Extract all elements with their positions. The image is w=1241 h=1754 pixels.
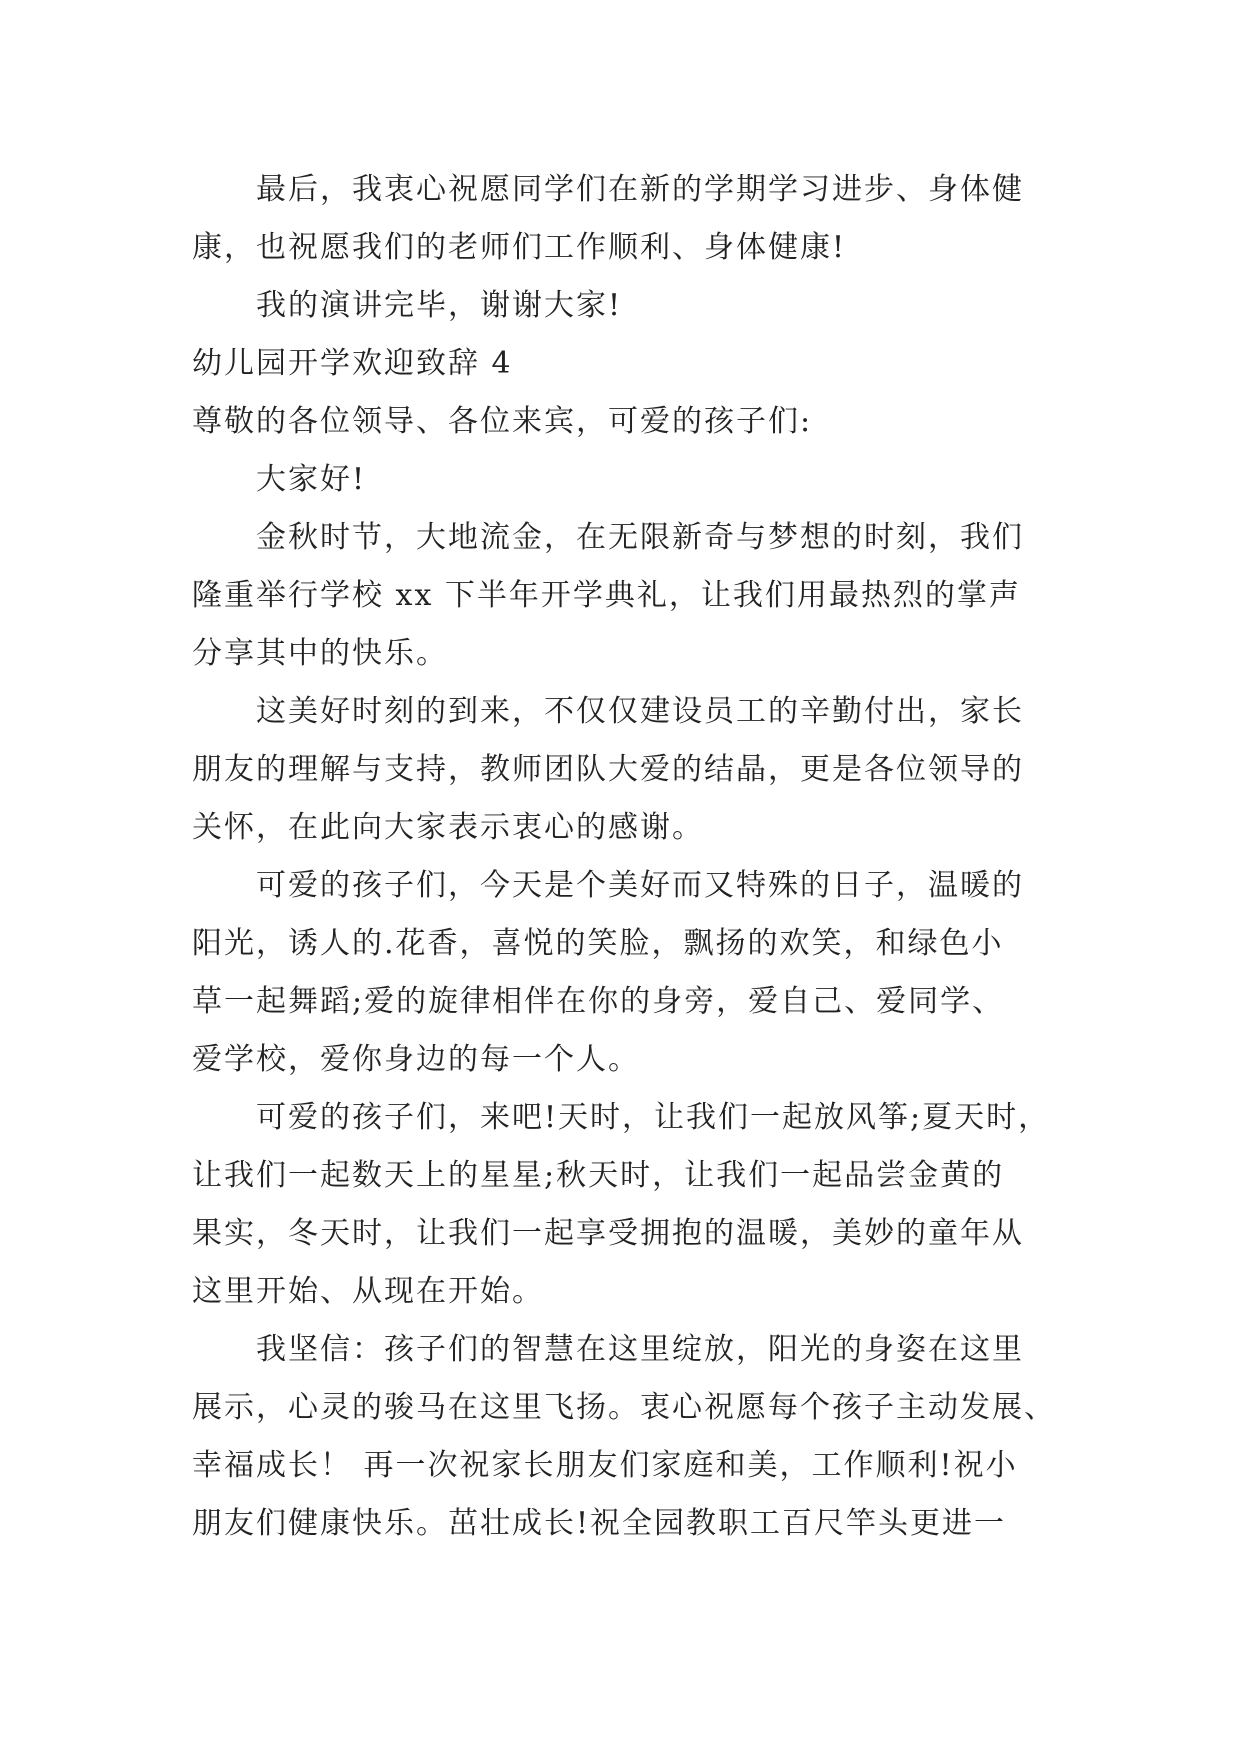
text-line: 分享其中的快乐。	[192, 636, 448, 671]
text-line: 这里开始、从现在开始。	[192, 1274, 544, 1309]
document-body	[192, 161, 1060, 1553]
text-line: 关怀，在此向大家表示衷心的感谢。	[192, 810, 704, 845]
text-line: 爱学校，爱你身边的每一个人。	[192, 1042, 640, 1077]
text-line: 我坚信：孩子们的智慧在这里绽放，阳光的身姿在这里	[256, 1332, 1024, 1367]
text-line: 最后，我衷心祝愿同学们在新的学期学习进步、身体健	[256, 172, 1024, 207]
text-line: 草一起舞蹈;爱的旋律相伴在你的身旁，爱自己、爱同学、	[192, 984, 1005, 1019]
text-line: 尊敬的各位领导、各位来宾，可爱的孩子们:	[192, 404, 813, 439]
text-line: 大家好!	[256, 462, 367, 497]
text-line: 金秋时节，大地流金，在无限新奇与梦想的时刻，我们	[256, 520, 1024, 555]
text-line: 康，也祝愿我们的老师们工作顺利、身体健康!	[192, 230, 847, 265]
text-line: 朋友们健康快乐。茁壮成长!祝全园教职工百尺竿头更进一	[192, 1506, 1007, 1541]
text-line: 可爱的孩子们，来吧!天时，让我们一起放风筝;夏天时，	[256, 1100, 1051, 1135]
text-line: 展示，心灵的骏马在这里飞扬。衷心祝愿每个孩子主动发展、	[192, 1390, 1056, 1425]
text-line: 让我们一起数天上的星星;秋天时，让我们一起品尝金黄的	[192, 1158, 1005, 1193]
text-line: 这美好时刻的到来，不仅仅建设员工的辛勤付出，家长	[256, 694, 1024, 729]
text-line: 幼儿园开学欢迎致辞 4	[192, 346, 513, 381]
text-line: 隆重举行学校 xx 下半年开学典礼，让我们用最热烈的掌声	[192, 578, 1021, 613]
text-line: 我的演讲完毕，谢谢大家!	[256, 288, 623, 323]
text-line: 幸福成长！ 再一次祝家长朋友们家庭和美，工作顺利!祝小	[192, 1448, 1018, 1483]
text-line: 果实，冬天时，让我们一起享受拥抱的温暖，美妙的童年从	[192, 1216, 1024, 1251]
text-line: 朋友的理解与支持，教师团队大爱的结晶，更是各位领导的	[192, 752, 1024, 787]
text-line: 可爱的孩子们，今天是个美好而又特殊的日子，温暖的	[256, 868, 1024, 903]
text-line: 阳光，诱人的.花香，喜悦的笑脸，飘扬的欢笑，和绿色小	[192, 926, 1004, 961]
